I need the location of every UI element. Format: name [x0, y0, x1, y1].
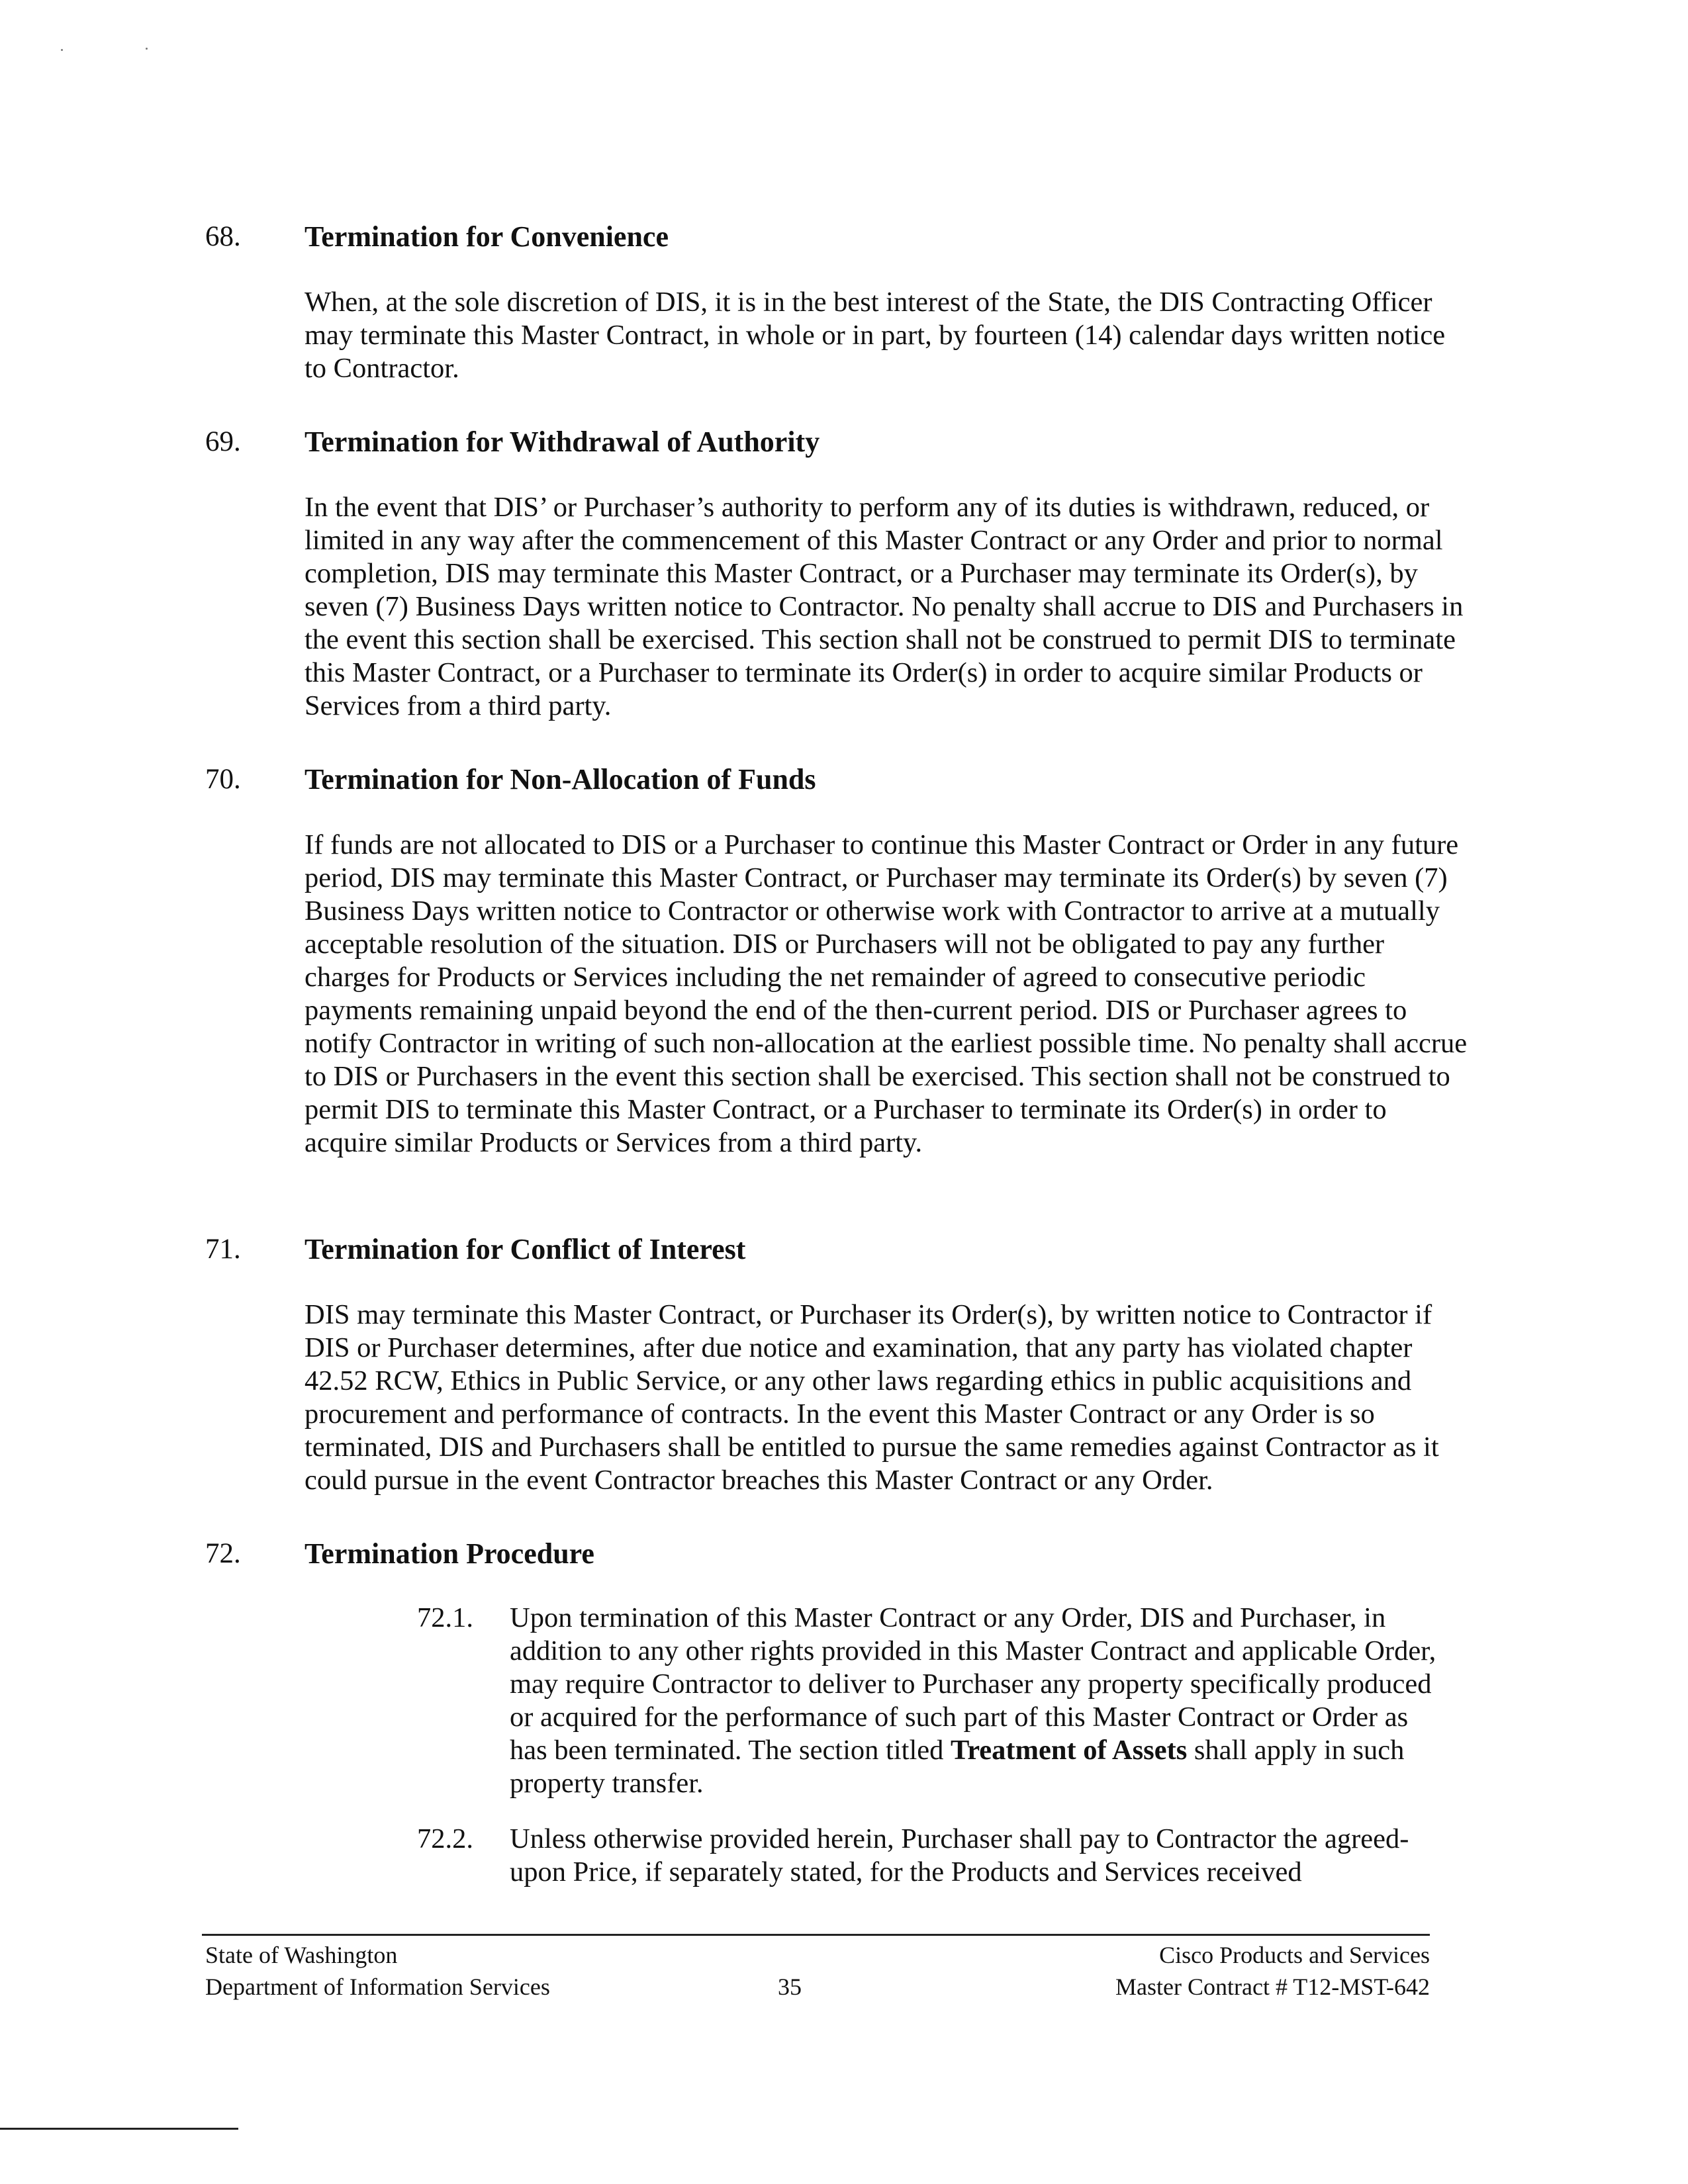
section-heading: [205, 220, 1463, 259]
section-68: [205, 220, 1463, 385]
footer-left: [205, 1939, 550, 2003]
subclause-number: 72.1.: [417, 1602, 473, 1633]
section-70: [205, 762, 1468, 1160]
section-body: [305, 491, 1470, 723]
section-body: [305, 286, 1470, 385]
section-number: 72.: [205, 1538, 241, 1569]
footer-right: [1115, 1939, 1430, 2003]
section-69: [205, 425, 1463, 723]
section-71: [205, 1232, 1463, 1497]
subclause-text-part: shall apply in such property transfer.: [510, 1735, 1405, 1799]
subclause-text: [510, 1602, 1450, 1800]
section-number: 71.: [205, 1234, 241, 1265]
section-paragraph: If funds are not allocated to DIS or a Purchaser to continue this Master Contract or Order in any future period, DIS may terminate this Master Contract, or Purchaser may terminate its Order(s) by seven (7) Business Days written notice to Contractor or otherwise work with Contractor to arrive at a mutually acceptable resolution of the situation. DIS or Purchasers will not be obligated to pay any further charges for Products or Services including the net remainder of agreed to consecutive periodic payments remaining unpaid beyond the end of the then-current period. DIS or Purchaser agrees to notify Contractor in writing of such non-allocation at the earliest possible time. No penalty shall accrue to DIS or Purchasers in the event this section shall be exercised. This section shall not be construed to permit DIS to terminate this Master Contract, or a Purchaser to terminate its Order(s) in order to acquire similar Products or Services from a third party.: [305, 829, 1468, 1158]
footer-product: Cisco Products and Services: [1159, 1942, 1430, 1968]
section-number: 69.: [205, 426, 241, 457]
scan-edge-line: [0, 2128, 238, 2130]
section-heading: [205, 1537, 1463, 1576]
section-paragraph: In the event that DIS’ or Purchaser’s authority to perform any of its duties is withdrawn, reduced, or limited in any way after the commencement of this Master Contract or any Order and prior to normal completion, DIS may terminate this Master Contract, or a Purchaser may terminate its Order(s), by seven (7) Business Days written notice to Contractor. No penalty shall accrue to DIS and Purchasers in the event this section shall be exercised. This section shall not be construed to permit DIS to terminate this Master Contract, or a Purchaser to terminate its Order(s) in order to acquire similar Products or Services from a third party.: [305, 492, 1464, 721]
subclause-72-1: [417, 1602, 1463, 1800]
section-heading: [205, 1232, 1463, 1272]
section-body: [305, 829, 1470, 1160]
subclause-number: 72.2.: [417, 1823, 473, 1854]
footer-state: State of Washington: [205, 1942, 398, 1968]
section-title: Termination Procedure: [305, 1537, 594, 1570]
section-heading: [205, 762, 1463, 802]
page-number: 35: [778, 1974, 802, 2000]
section-title: Termination for Withdrawal of Authority: [305, 426, 820, 458]
section-paragraph: DIS may terminate this Master Contract, or Purchaser its Order(s), by written notice to Contractor if DIS or Purchaser determines, after due notice and examination, that any party has violated chapter 42.52 RCW, Ethics in Public Service, or any other laws regarding ethics in public acquisitions and procurement and performance of contracts. In the event this Master Contract or any Order is so terminated, DIS and Purchasers shall be entitled to pursue the same remedies against Contractor as it could pursue in the event Contractor breaches this Master Contract or any Order.: [305, 1299, 1439, 1496]
scan-speck: [146, 48, 148, 50]
section-title: Termination for Non-Allocation of Funds: [305, 763, 816, 796]
section-72: [205, 1537, 1463, 1889]
subclause-text: Unless otherwise provided herein, Purchaser shall pay to Contractor the agreed-upon Price, if separately stated, for the Products and Services received: [510, 1823, 1409, 1888]
section-number: 68.: [205, 221, 241, 252]
section-title: Termination for Conflict of Interest: [305, 1233, 746, 1265]
subclause-72-2: [417, 1823, 1463, 1889]
section-number: 70.: [205, 764, 241, 795]
section-title: Termination for Convenience: [305, 220, 669, 253]
section-paragraph: When, at the sole discretion of DIS, it is in the best interest of the State, the DIS Contracting Officer may terminate this Master Contract, in whole or in part, by fourteen (14) calendar days written notice to Contractor.: [305, 287, 1446, 384]
section-heading: [205, 425, 1463, 465]
footer-department: Department of Information Services: [205, 1974, 550, 2000]
section-body: [305, 1298, 1470, 1497]
subclause-bold-reference: Treatment of Assets: [951, 1735, 1188, 1766]
scan-speck: [61, 49, 63, 51]
footer-rule: [202, 1934, 1430, 1936]
footer-contract-number: Master Contract # T12-MST-642: [1115, 1974, 1430, 2000]
subclause-text-part: Upon termination of this Master Contract or any Order, DIS and Purchaser, in addition to any other rights provided in this Master Contract and applicable Order, may require Contractor to deliver to Purchaser any property specifically produced or acquired for the performance of such part of this Master Contract or Order as has been terminated. The section titled: [510, 1602, 1436, 1766]
